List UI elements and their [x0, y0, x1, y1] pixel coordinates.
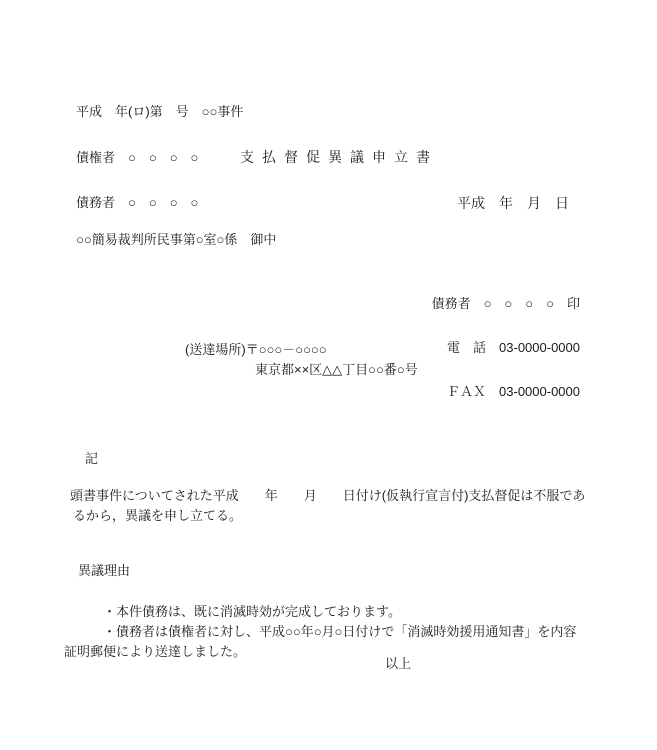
objection-body-line1: 頭書事件についてされた平成 年 月 日付け(仮執行宣言付)支払督促は不服であ [70, 488, 586, 503]
reason-item-2-line2: 証明郵便により送達しました。 [64, 644, 247, 659]
record-mark: 記 [85, 451, 99, 466]
service-address-postal-line: (送達場所)〒○○○－○○○○ [185, 342, 327, 357]
debtor-line: 債務者 ○ ○ ○ ○ [76, 195, 199, 210]
service-address-street-line: 東京都××区△△丁目○○番○号 [255, 362, 418, 377]
signer-fax-line: ＦＡＸ 03-0000-0000 [447, 384, 580, 400]
document-title: 支払督促異議申立書 [240, 149, 438, 165]
reason-heading: 異議理由 [78, 563, 131, 578]
reason-item-2-line1: ・債務者は債権者に対し、平成○○年○月○日付けで「消滅時効援用通知書」を内容 [103, 624, 577, 639]
signer-block [432, 271, 580, 430]
reason-item-1: ・本件債務は、既に消滅時効が完成しております。 [103, 604, 401, 619]
creditor-line: 債権者 ○ ○ ○ ○ [76, 149, 199, 165]
signer-tel-line: 電 話 03-0000-0000 [447, 340, 580, 356]
case-header-block [76, 79, 243, 242]
court-addressee-line: ○○簡易裁判所民事第○室○係 御中 [76, 232, 277, 247]
case-number-line: 平成 年(ロ)第 号 ○○事件 [76, 104, 244, 119]
objection-body-line2: るから，異議を申し立てる。 [73, 508, 243, 523]
date-line: 平成 年 月 日 [457, 195, 569, 211]
closing-mark: 以上 [385, 656, 412, 671]
signer-name-seal-line: 債務者 ○ ○ ○ ○ 印 [431, 296, 580, 311]
